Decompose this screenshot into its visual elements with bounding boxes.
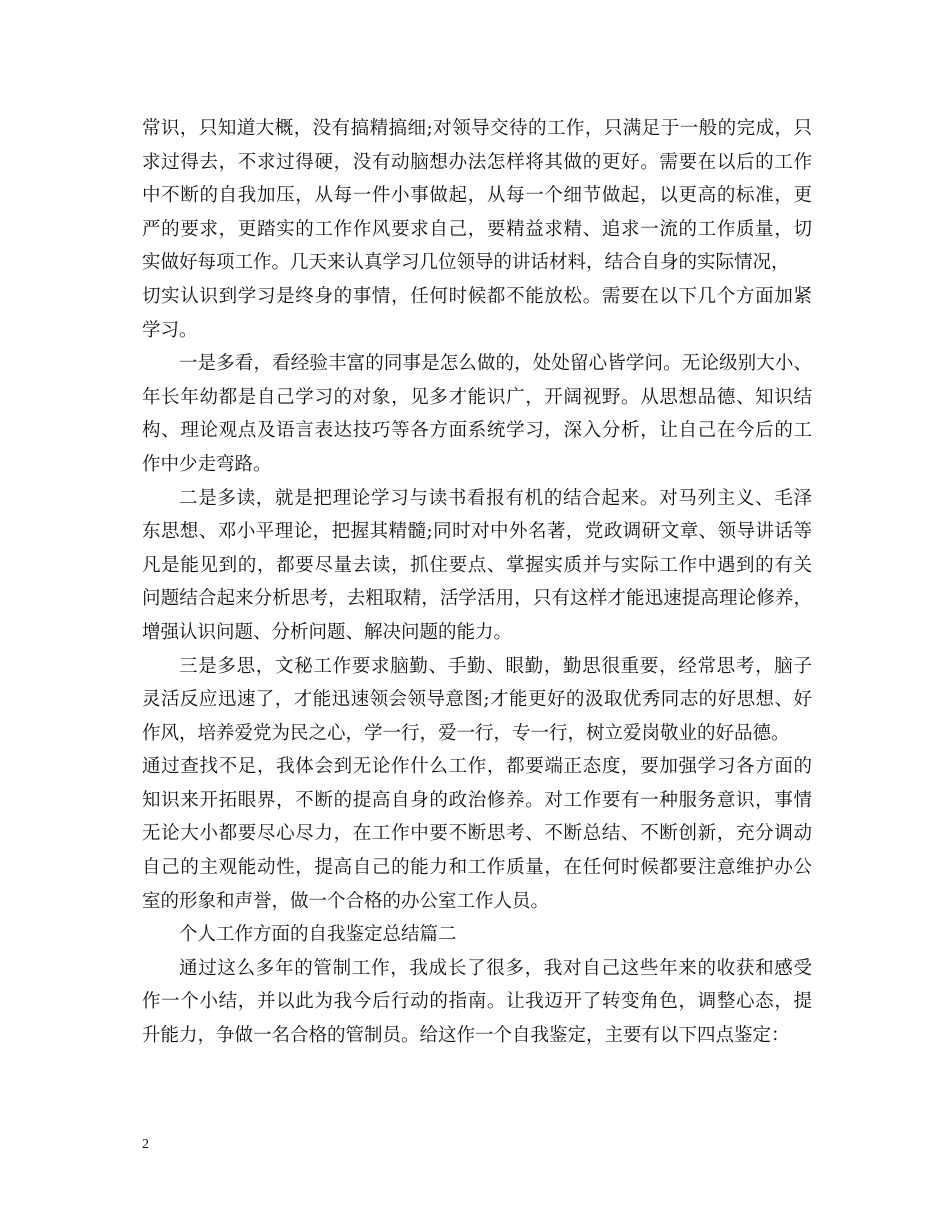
text-line: 切实认识到学习是终身的事情，任何时候都不能放松。需要在以下几个方面加紧 (142, 285, 812, 307)
text-line: 自己的主观能动性，提高自己的能力和工作质量，在任何时候都要注意维护办公 (142, 857, 812, 879)
text-line: 无论大小都要尽心尽力，在工作中要不断思考、不断总结、不断创新，充分调动 (142, 823, 812, 845)
text-line: 构、理论观点及语言表达技巧等各方面系统学习，深入分析，让自己在今后的工 (142, 420, 812, 442)
text-line: 个人工作方面的自我鉴定总结篇二 (179, 924, 457, 946)
page-number: 2 (142, 1137, 149, 1152)
text-line: 室的形象和声誉，做一个合格的办公室工作人员。 (142, 890, 550, 912)
text-line: 中不断的自我加压，从每一件小事做起，从每一个细节做起，以更高的标准，更 (142, 185, 812, 207)
text-line: 问题结合起来分析思考，去粗取精，活学活用，只有这样才能迅速提高理论修养， (142, 588, 812, 610)
text-line: 凡是能见到的，都要尽量去读，抓住要点、掌握实质并与实际工作中遇到的有关 (142, 554, 812, 576)
text-line: 二是多读，就是把理论学习与读书看报有机的结合起来。对马列主义、毛泽 (179, 487, 812, 509)
text-line: 年长年幼都是自己学习的对象，见多才能识广，开阔视野。从思想品德、知识结 (142, 386, 812, 408)
text-line: 实做好每项工作。几天来认真学习几位领导的讲话材料，结合自身的实际情况， (142, 252, 790, 274)
text-line: 求过得去，不求过得硬，没有动脑想办法怎样将其做的更好。需要在以后的工作 (142, 151, 812, 173)
text-line: 常识，只知道大概，没有搞精搞细;对领导交待的工作，只满足于一般的完成，只 (142, 118, 812, 139)
text-line: 通过这么多年的管制工作，我成长了很多，我对自己这些年来的收获和感受 (179, 957, 812, 979)
text-line: 灵活反应迅速了，才能迅速领会领导意图;才能更好的汲取优秀同志的好思想、好 (142, 689, 812, 711)
text-line: 升能力，争做一名合格的管制员。给这作一个自我鉴定，主要有以下四点鉴定： (142, 1025, 790, 1047)
text-line: 东思想、邓小平理论，把握其精髓;同时对中外名著，党政调研文章、领导讲话等 (142, 521, 812, 543)
text-line: 一是多看，看经验丰富的同事是怎么做的，处处留心皆学问。无论级别大小、 (179, 353, 812, 375)
text-line: 作风，培养爱党为民之心，学一行，爱一行，专一行，树立爱岗敬业的好品德。 (142, 722, 790, 744)
text-line: 知识来开拓眼界，不断的提高自身的政治修养。对工作要有一种服务意识，事情 (142, 789, 812, 811)
text-line: 严的要求，更踏实的工作作风要求自己，要精益求精、追求一流的工作质量，切 (142, 218, 812, 240)
text-line: 三是多思，文秘工作要求脑勤、手勤、眼勤，勤思很重要，经常思考，脑子 (179, 655, 812, 677)
text-line: 学习。 (142, 319, 198, 341)
body-text (142, 112, 812, 1053)
text-line: 作中少走弯路。 (142, 453, 272, 475)
text-line: 增强认识问题、分析问题、解决问题的能力。 (142, 621, 513, 643)
text-line: 通过查找不足，我体会到无论作什么工作，都要端正态度，要加强学习各方面的 (142, 756, 812, 778)
text-line: 作一个小结，并以此为我今后行动的指南。让我迈开了转变角色，调整心态，提 (142, 991, 812, 1013)
